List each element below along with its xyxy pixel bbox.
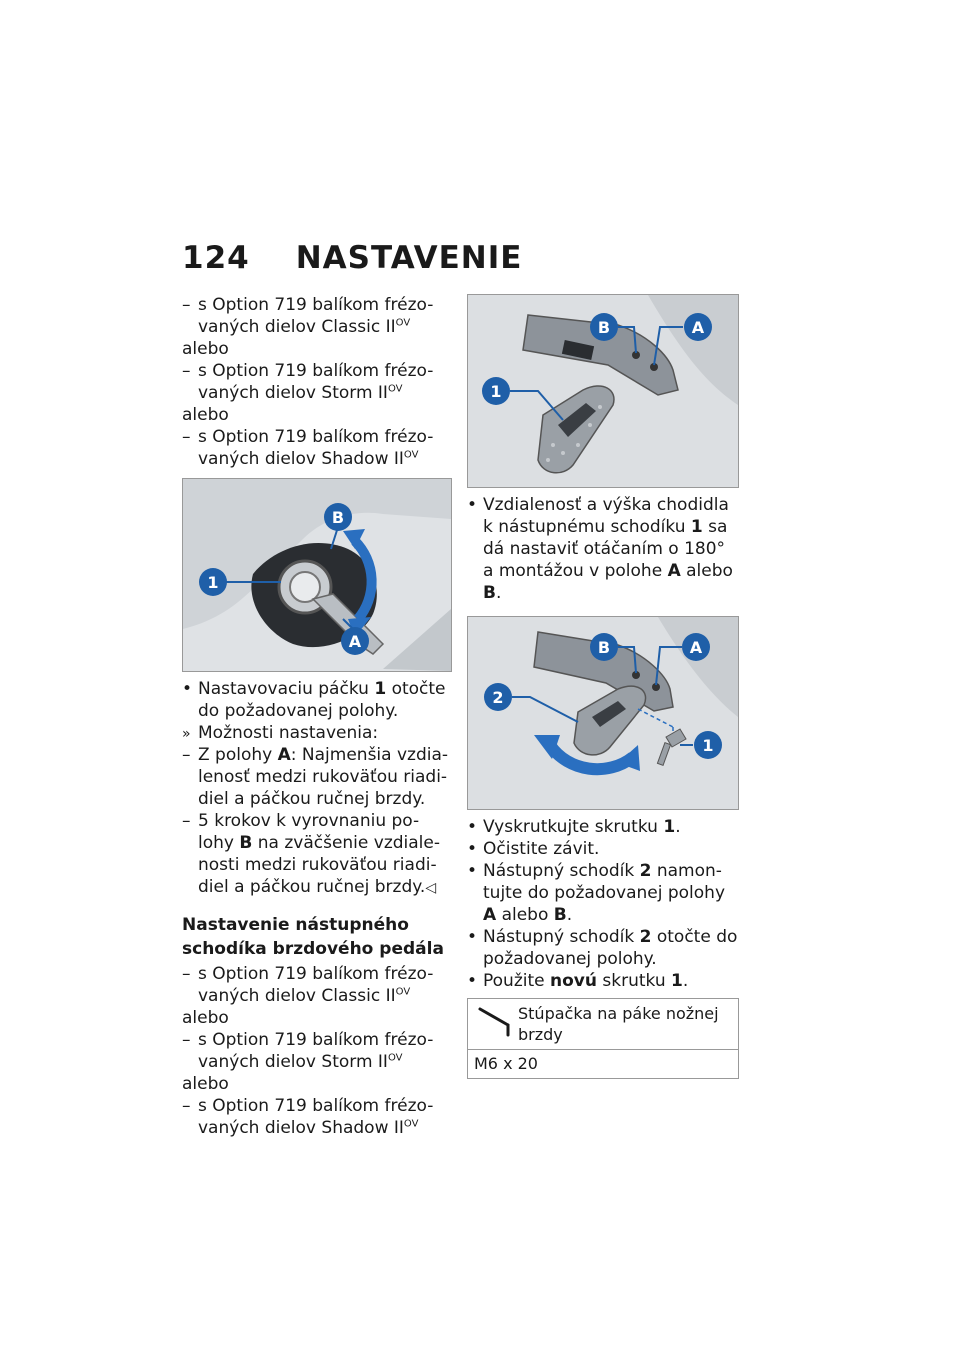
callout-1 (482, 377, 510, 405)
footpeg-illustration (468, 295, 738, 487)
variant-item: – s Option 719 balíkom frézo-vaných dielov Shadow $II^{OV}$ (182, 426, 452, 470)
svg-text:B: B (597, 638, 611, 657)
step-clean-thread: • Očistite závit. (467, 838, 739, 860)
figure-footpeg-positions (467, 294, 739, 488)
connector-text: alebo (182, 405, 229, 425)
callout-b (324, 503, 352, 531)
option-position-b: – 5 krokov k vyrovnaniu po-lohy B na zväčšenie vzdiale-nosti medzi rukoväťou riadi-diel a páčkou ručnej brzdy.◁ (182, 810, 452, 899)
footpeg-screw-illustration (468, 617, 738, 809)
callout-1 (694, 731, 722, 759)
callout-a (682, 633, 710, 661)
option-position-a: – Z polohy A: Najmenšia vzdia-lenosť medzi rukoväťou riadi-diel a páčkou ručnej brzdy. (182, 744, 452, 810)
svg-text:1: 1 (702, 736, 714, 755)
variant-item: – s Option 719 balíkom frézo-vaných dielov Shadow $II^{OV}$ (182, 1095, 452, 1139)
page-header (182, 240, 522, 280)
svg-text:2: 2 (492, 688, 504, 707)
spec-row-label (468, 999, 738, 1050)
para-adjust-distance: • Vzdialenosť a výška chodidla k nástupnému schodíku 1 sa dá nastaviť otáčaním o 180° a montážou v polohe A alebo B. (467, 494, 739, 604)
variant-list-top (182, 294, 452, 470)
screwdriver-icon (474, 1003, 518, 1039)
svg-text:A: A (691, 318, 705, 337)
step-turn-lever: • Nastavovaciu páčku 1 otočte do požadovanej polohy. (182, 678, 452, 722)
variant-list-bottom (182, 963, 452, 1139)
svg-text:1: 1 (207, 573, 219, 592)
result-options: » Možnosti nastavenia: (182, 722, 452, 744)
variant-item: – s Option 719 balíkom frézo-vaných dielov Classic $II^{OV}$ (182, 963, 452, 1007)
connector-text: alebo (182, 339, 229, 359)
callout-1 (199, 568, 227, 596)
variant-item: – s Option 719 balíkom frézo-vaných dielov Storm $II^{OV}$ (182, 1029, 452, 1073)
page-title: NASTAVENIE (295, 240, 523, 276)
right-column (467, 294, 739, 1079)
callout-a (341, 627, 369, 655)
svg-text:A: A (348, 632, 362, 651)
figure-hand-lever (182, 478, 452, 672)
spec-value: M6 x 20 (474, 1054, 538, 1073)
end-mark: ◁ (425, 880, 437, 896)
callout-2 (484, 683, 512, 711)
page-number: 124 (182, 240, 250, 276)
step-unscrew: • Vyskrutkujte skrutku 1. (467, 816, 739, 838)
hand-lever-illustration (183, 479, 451, 671)
step-new-screw: • Použite novú skrutku 1. (467, 970, 739, 992)
left-column (182, 294, 452, 1139)
step-rotate-peg: • Nástupný schodík 2 otočte do požadovanej polohy. (467, 926, 739, 970)
svg-text:B: B (331, 508, 345, 527)
variant-item: – s Option 719 balíkom frézo-vaných dielov Storm $II^{OV}$ (182, 360, 452, 404)
spec-label: Stúpačka na páke nožnej brzdy (518, 1004, 719, 1044)
figure-footpeg-screw (467, 616, 739, 810)
callout-a (684, 313, 712, 341)
step-mount-peg: • Nástupný schodík 2 namon-tujte do požadovanej polohy A alebo B. (467, 860, 739, 926)
connector-text: alebo (182, 1008, 229, 1028)
callout-b (590, 313, 618, 341)
svg-text:B: B (597, 318, 611, 337)
svg-text:1: 1 (490, 382, 502, 401)
torque-spec-table (467, 998, 739, 1079)
section-heading: Nastavenie nástupného schodíka brzdového pedála (182, 915, 444, 959)
connector-text: alebo (182, 1074, 229, 1094)
callout-b (590, 633, 618, 661)
variant-item: – s Option 719 balíkom frézo-vaných dielov Classic $II^{OV}$ (182, 294, 452, 338)
svg-text:A: A (689, 638, 703, 657)
